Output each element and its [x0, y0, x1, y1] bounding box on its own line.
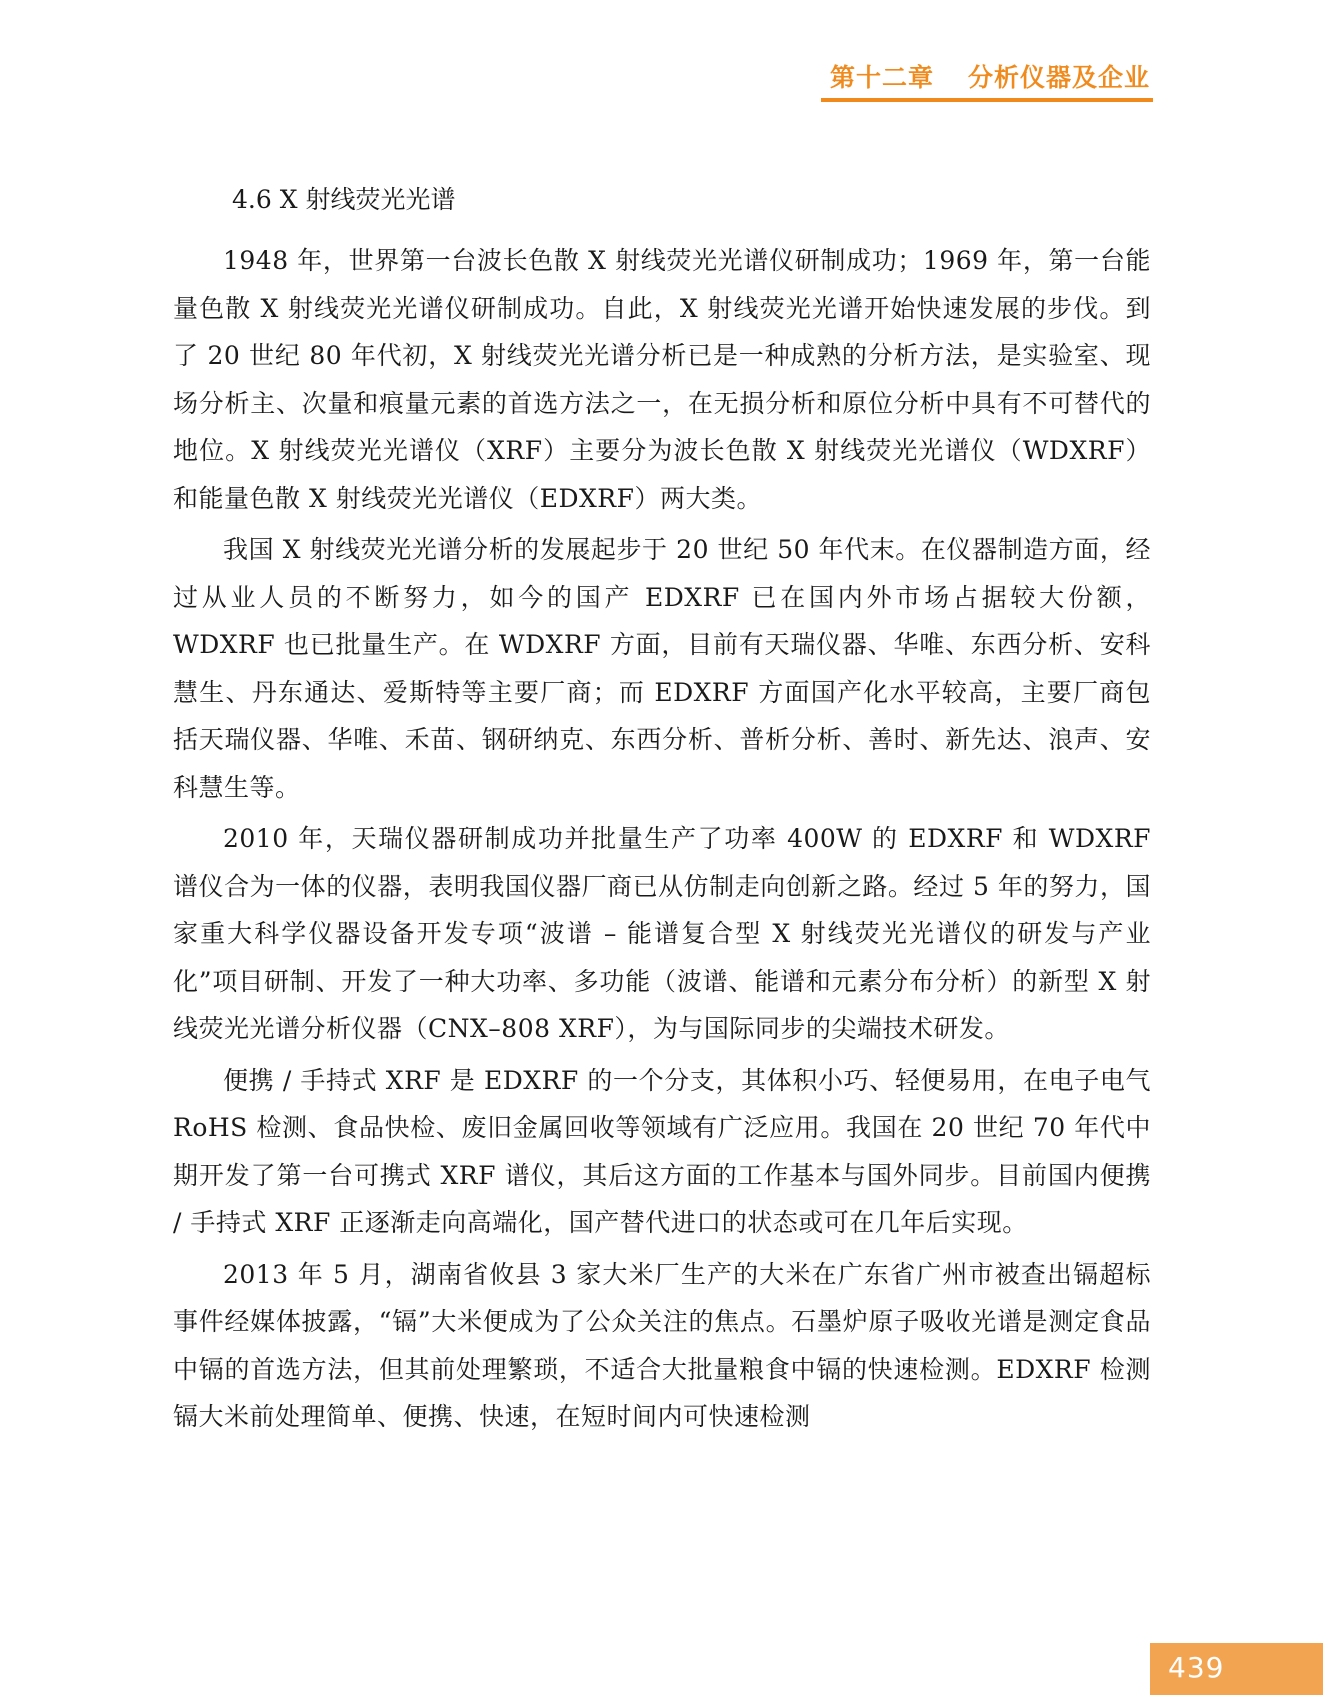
paragraph-2: 我国 X 射线荧光光谱分析的发展起步于 20 世纪 50 年代末。在仪器制造方面，经过从业人员的不断努力，如今的国产 EDXRF 已在国内外市场占据较大份额，WDXRF 也已批量生产。在 WDXRF 方面，目前有天瑞仪器、华唯、东西分析、安科慧生、丹东通达、爱斯特等主要厂商；而 EDXRF 方面国产化水平较高，主要厂商包括天瑞仪器、华唯、禾苗、钢研纳克、东西分析、普析分析、善时、新先达、浪声、安科慧生等。: [173, 535, 1151, 802]
chapter-number: 第十二章: [829, 63, 934, 92]
body-text: [173, 237, 1151, 1445]
paragraph-5: 2013 年 5 月，湖南省攸县 3 家大米厂生产的大米在广东省广州市被查出镉超标事件经媒体披露，“镉”大米便成为了公众关注的焦点。石墨炉原子吸收光谱是测定食品中镉的首选方法，但其前处理繁琐，不适合大批量粮食中镉的快速检测。EDXRF 检测镉大米前处理简单、便携、快速，在短时间内可快速检测: [173, 1259, 1151, 1431]
page-number: 439: [1168, 1651, 1225, 1684]
running-header: [830, 58, 1150, 94]
paragraph-1: 1948 年，世界第一台波长色散 X 射线荧光光谱仪研制成功；1969 年，第一台能量色散 X 射线荧光光谱仪研制成功。自此，X 射线荧光光谱开始快速发展的步伐。到了 20 世纪 80 年代初，X 射线荧光光谱分析已是一种成熟的分析方法，是实验室、现场分析主、次量和痕量元素的首选方法之一，在无损分析和原位分析中具有不可替代的地位。X 射线荧光光谱仪（XRF）主要分为波长色散 X 射线荧光光谱仪（WDXRF）和能量色散 X 射线荧光光谱仪（EDXRF）两大类。: [173, 246, 1151, 513]
header-rule: [821, 98, 1153, 102]
paragraph-3: 2010 年，天瑞仪器研制成功并批量生产了功率 400W 的 EDXRF 和 WDXRF 谱仪合为一体的仪器，表明我国仪器厂商已从仿制走向创新之路。经过 5 年的努力，国家重大科学仪器设备开发专项“波谱 – 能谱复合型 X 射线荧光光谱仪的研发与产业化”项目研制、开发了一种大功率、多功能（波谱、能谱和元素分布分析）的新型 X 射线荧光光谱分析仪器（CNX–808 XRF），为与国际同步的尖端技术研发。: [173, 824, 1151, 1043]
page-number-tab: [1150, 1643, 1323, 1695]
section-heading: 4.6 X 射线荧光光谱: [232, 185, 456, 214]
paragraph-4: 便携 / 手持式 XRF 是 EDXRF 的一个分支，其体积小巧、轻便易用，在电子电气 RoHS 检测、食品快检、废旧金属回收等领域有广泛应用。我国在 20 世纪 70 年代中期开发了第一台可携式 XRF 谱仪，其后这方面的工作基本与国外同步。目前国内便携 / 手持式 XRF 正逐渐走向高端化，国产替代进口的状态或可在几年后实现。: [173, 1065, 1151, 1237]
chapter-title: 分析仪器及企业: [967, 63, 1150, 92]
